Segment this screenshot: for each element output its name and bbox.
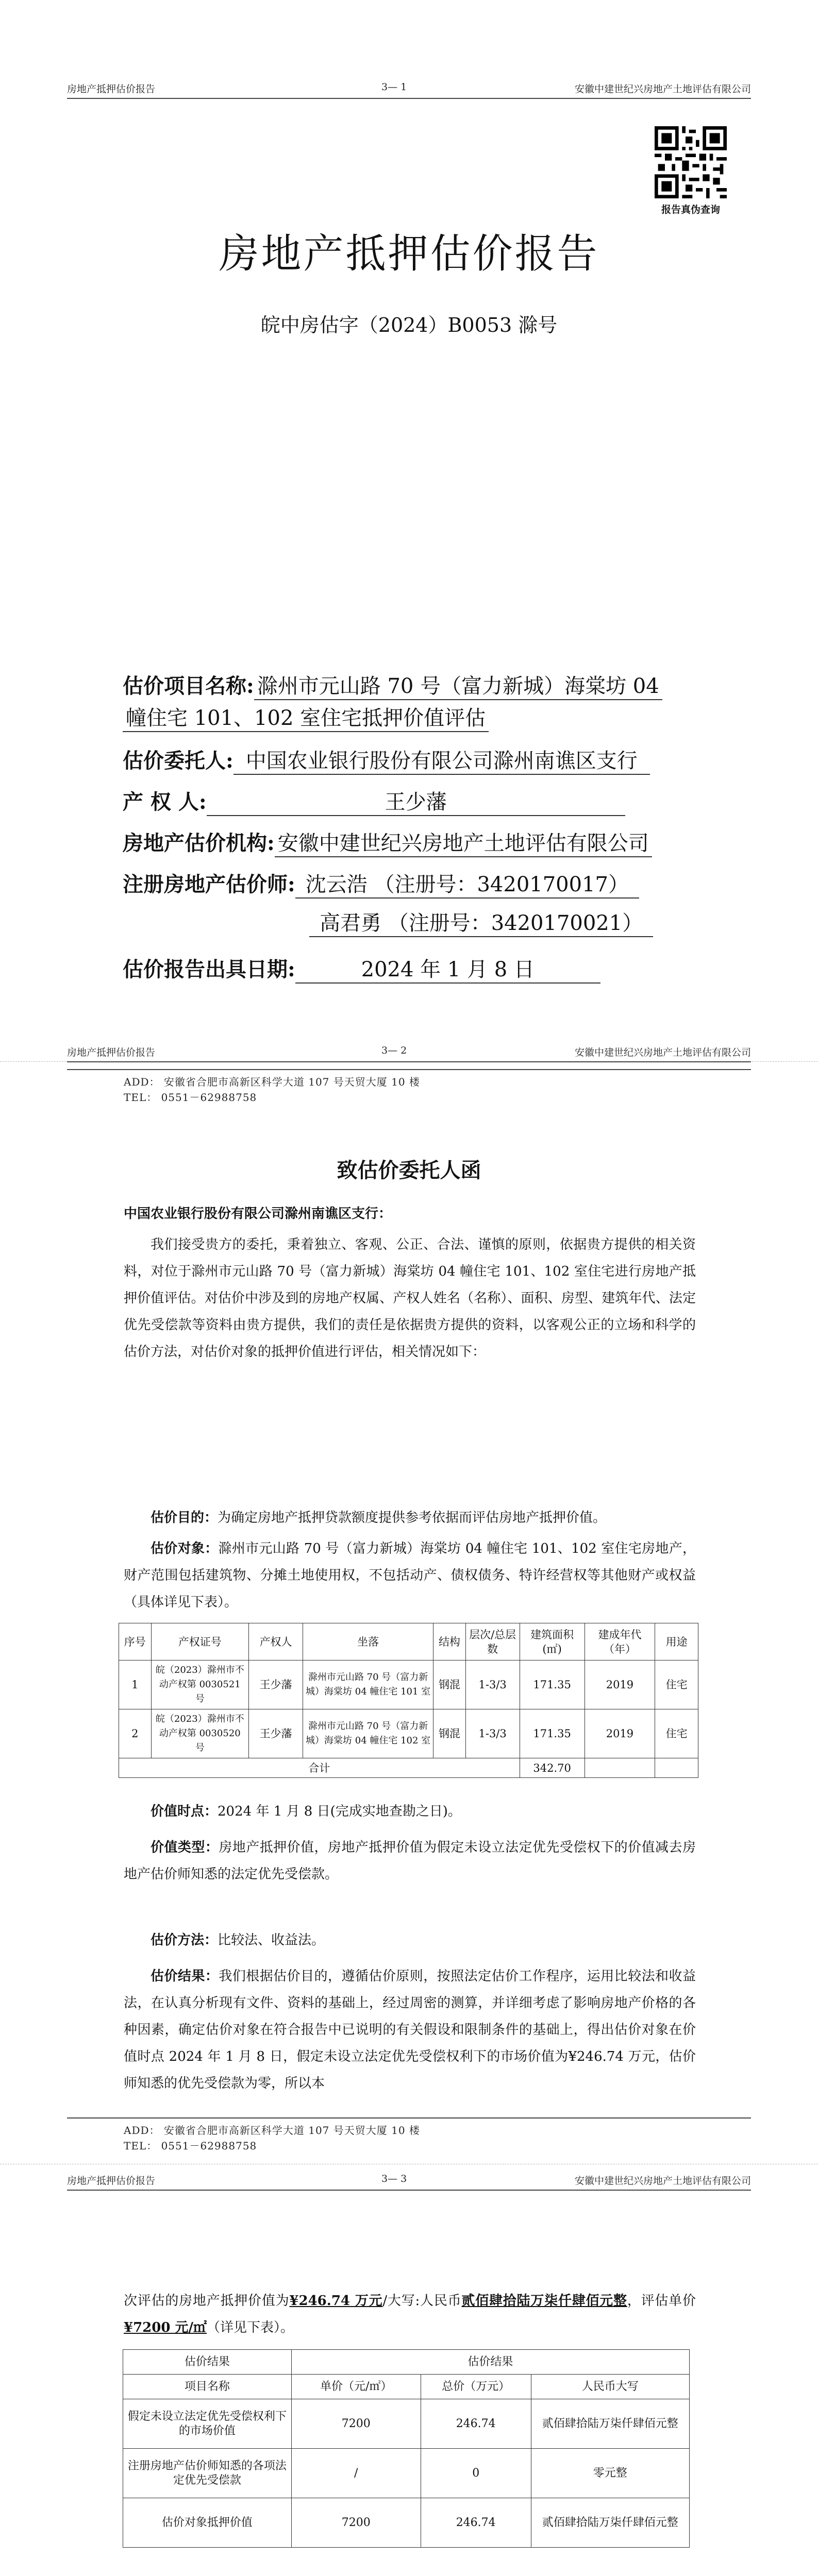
object-paragraph: 估价对象：滁州市元山路 70 号（富力新城）海棠坊 04 幢住宅 101、102 室住宅房地产，财产范围包括建筑物、分摊土地使用权，不包括动产、债权债务、特许经营权等其他财产或权益（具体详见下表）。 [124, 1541, 696, 1610]
running-header: 房地产抵押估价报告 3— 2 安徽中建世纪兴房地产土地评估有限公司 [67, 1045, 751, 1058]
table-total-row: 合计 342.70 [119, 1758, 698, 1778]
header-company: 安徽中建世纪兴房地产土地评估有限公司 [574, 83, 751, 95]
addressee: 中国农业银行股份有限公司滁州南谯区支行： [124, 1206, 392, 1222]
value-date-paragraph: 价值时点：2024 年 1 月 8 日(完成实地查勘之日)。 [151, 1804, 461, 1819]
table-row: 估价对象抵押价值 7200 246.74 贰佰肆拾陆万柒仟肆佰元整 [123, 2498, 690, 2548]
result-paragraph: 估价结果：我们根据估价目的，遵循估价原则，按照法定估价工作程序，运用比较法和收益法，在认真分析现有文件、资料的基础上，经过周密的测算，并详细考虑了影响房地产价格的各种因素，确定估价对象在符合报告中已说明的有关假设和限制条件的基础上，得出估价对象在价值时点 2024 年 1 月 8 日，假定未设立法定优先受偿权利下的市场价值为¥246.74 万元，估价师知悉的优先受偿款为零，所以本 [124, 1969, 696, 2091]
cover-field-agency: 房地产估价机构: 安徽中建世纪兴房地产土地评估有限公司 [123, 827, 652, 857]
purpose-paragraph: 估价目的：为确定房地产抵押贷款额度提供参考依据而评估房地产抵押价值。 [151, 1510, 607, 1526]
method-paragraph: 估价方法：比较法、收益法。 [151, 1933, 325, 1948]
footer: ADD： 安徽省合肥市高新区科学大道 107 号天贸大厦 10 楼 TEL： 0551－62988758 [124, 2124, 420, 2152]
mortgage-value-paragraph: 次评估的房地产抵押价值为¥246.74 万元/大写:人民币贰佰肆拾陆万柒仟肆佰元整，评估单价¥7200 元/㎡（详见下表）。 [124, 2293, 696, 2335]
header-rule [67, 2190, 751, 2191]
table-header-row: 序号 产权证号 产权人 坐落 结构 层次/总层数 建筑面积(㎡) 建成年代（年） 用途 [119, 1623, 698, 1660]
report-title: 房地产抵押估价报告 [219, 231, 599, 277]
valuation-result-table: 估价结果 估价结果 项目名称 单价（元/㎡） 总价（万元） 人民币大写 假定未设立法定优先受偿权利下的市场价值 7200 246.74 贰佰肆拾陆万柒仟肆佰元整 注册房地产估价师知悉的各项法定优先受偿款 / 0 零元整 估价对象抵押价值 7200 246.74 贰佰肆拾陆万柒仟肆佰元整 [123, 2349, 690, 2548]
intro-paragraph: 我们接受贵方的委托，秉着独立、客观、公正、合法、谨慎的原则，依据贵方提供的相关资料，对位于滁州市元山路 70 号（富力新城）海棠坊 04 幢住宅 101、102 室住宅进行房地产抵押价值评估。对估价中涉及到的房地产权属、产权人姓名（名称）、面积、房型、建筑年代、法定优先受偿款等资料由贵方提供，我们的责任是依据贵方提供的资料，以客观公正的立场和科学的估价方法，对估价对象的抵押价值进行评估，相关情况如下： [124, 1237, 696, 1360]
cover-field-project: 估价项目名称: 滁州市元山路 70 号（富力新城）海棠坊 04 [123, 670, 662, 700]
qr-caption: 报告真伪查询 [661, 204, 720, 215]
footer: ADD： 安徽省合肥市高新区科学大道 107 号天贸大厦 10 楼 TEL： 0551－62988758 [124, 1076, 420, 1104]
running-header: 房地产抵押估价报告 3— 3 安徽中建世纪兴房地产土地评估有限公司 [67, 2173, 751, 2187]
value-type-paragraph: 价值类型：房地产抵押价值，房地产抵押价值为假定未设立法定优先受偿权下的价值减去房地产估价师知悉的法定优先受偿款。 [124, 1840, 696, 1882]
cover-field-project-line2: 幢住宅 101、102 室住宅抵押价值评估 [123, 702, 489, 732]
table-row: 假定未设立法定优先受偿权利下的市场价值 7200 246.74 贰佰肆拾陆万柒仟肆佰元整 [123, 2399, 690, 2449]
letter-title: 致估价委托人函 [337, 1158, 481, 1182]
table-row: 注册房地产估价师知悉的各项法定优先受偿款 / 0 零元整 [123, 2449, 690, 2498]
cover-field-appraiser-2: 高君勇 （注册号：3420170021） [309, 907, 653, 937]
header-title: 房地产抵押估价报告 [67, 83, 156, 95]
table-row: 2 皖（2023）滁州市不动产权第 0030520 号 王少藩 滁州市元山路 70 号（富力新城）海棠坊 04 幢住宅 102 室 钢混 1-3/3 171.35 2019 住宅 [119, 1709, 698, 1758]
cover-field-owner: 产 权 人: 王少藩 [123, 786, 625, 816]
cover-field-appraisers: 注册房地产估价师: 沈云浩 （注册号：3420170017） [123, 868, 639, 899]
page-mark: 3— 1 [381, 81, 407, 93]
document-number: 皖中房估字（2024）B0053 滁号 [260, 314, 558, 336]
table-row: 1 皖（2023）滁州市不动产权第 0030521 号 王少藩 滁州市元山路 70 号（富力新城）海棠坊 04 幢住宅 101 室 钢混 1-3/3 171.35 2019 住宅 [119, 1660, 698, 1709]
cover-field-client: 估价委托人: 中国农业银行股份有限公司滁州南谯区支行 [123, 744, 650, 775]
cover-field-date: 估价报告出具日期: 2024 年 1 月 8 日 [123, 953, 600, 984]
